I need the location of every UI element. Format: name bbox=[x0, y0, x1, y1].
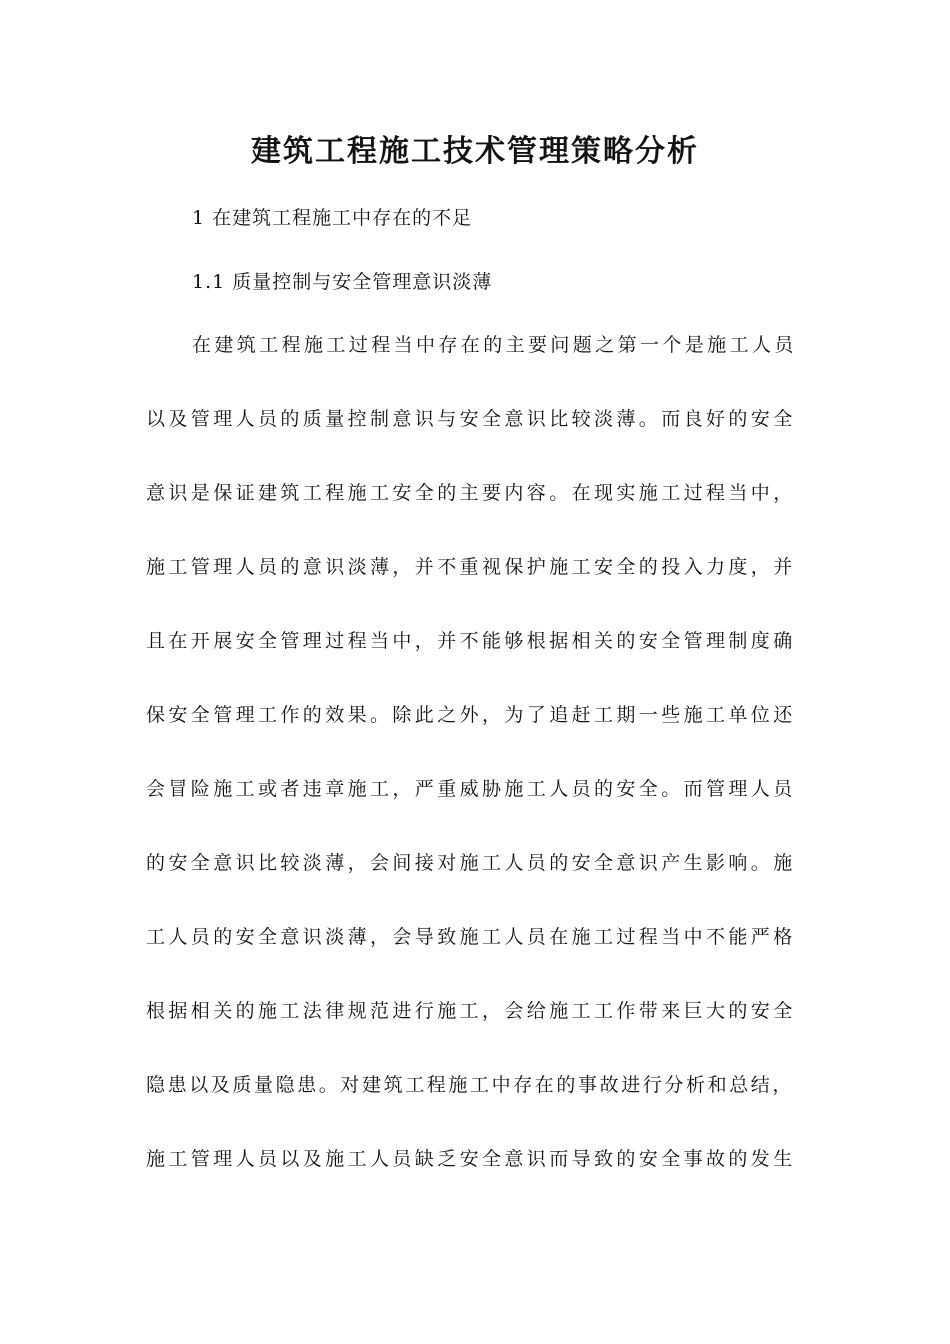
paragraph-line: 的安全意识比较淡薄，会间接对施工人员的安全意识产生影响。施 bbox=[146, 852, 796, 874]
paragraph-line: 施工管理人员以及施工人员缺乏安全意识而导致的安全事故的发生 bbox=[146, 1148, 796, 1170]
paragraph-line: 且在开展安全管理过程当中，并不能够根据相关的安全管理制度确 bbox=[146, 630, 796, 652]
subsection-heading: 1.1 质量控制与安全管理意识淡薄 bbox=[192, 271, 493, 293]
paragraph-line: 工人员的安全意识淡薄，会导致施工人员在施工过程当中不能严格 bbox=[146, 926, 796, 948]
paragraph-line: 以及管理人员的质量控制意识与安全意识比较淡薄。而良好的安全 bbox=[146, 408, 796, 430]
paragraph-line: 在建筑工程施工过程当中存在的主要问题之第一个是施工人员 bbox=[192, 334, 797, 356]
paragraph-line: 会冒险施工或者违章施工，严重威胁施工人员的安全。而管理人员 bbox=[146, 778, 796, 800]
paragraph-line: 保安全管理工作的效果。除此之外，为了追赶工期一些施工单位还 bbox=[146, 704, 796, 726]
paragraph-line: 根据相关的施工法律规范进行施工，会给施工工作带来巨大的安全 bbox=[146, 1000, 796, 1022]
document-title: 建筑工程施工技术管理策略分析 bbox=[251, 134, 699, 169]
paragraph-line: 施工管理人员的意识淡薄，并不重视保护施工安全的投入力度，并 bbox=[146, 556, 796, 578]
paragraph-line: 隐患以及质量隐患。对建筑工程施工中存在的事故进行分析和总结， bbox=[146, 1074, 795, 1096]
paragraph-line: 意识是保证建筑工程施工安全的主要内容。在现实施工过程当中， bbox=[146, 482, 796, 504]
section-heading: 1 在建筑工程施工中存在的不足 bbox=[192, 207, 473, 229]
